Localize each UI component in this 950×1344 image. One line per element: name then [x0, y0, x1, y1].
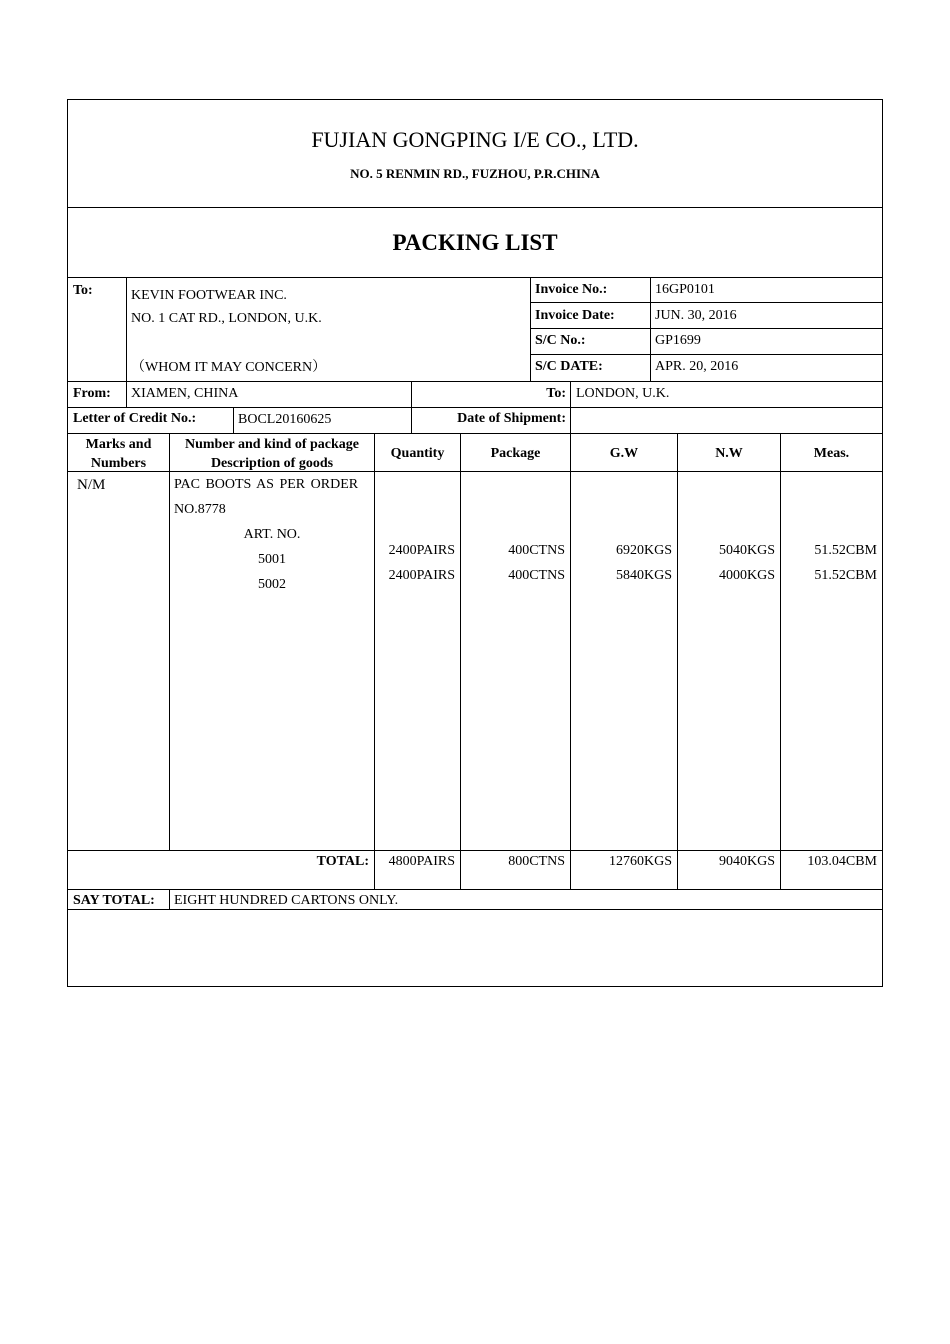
article-no-label: ART. NO. — [243, 527, 301, 542]
sc-no-label: S/C No.: — [535, 333, 586, 348]
row1-measurement: 51.52CBM — [814, 543, 877, 558]
port-of-loading: XIAMEN, CHINA — [131, 386, 239, 401]
divider-header — [67, 277, 883, 278]
header-desc-line1: Number and kind of package — [184, 437, 359, 452]
header-package: Package — [490, 446, 541, 461]
total-label: TOTAL: — [316, 854, 369, 869]
sc-date-label: S/C DATE: — [535, 359, 603, 374]
from-label: From: — [73, 386, 111, 401]
header-marks-line1: Marks and — [85, 437, 152, 452]
total-package: 800CTNS — [508, 854, 565, 869]
invoice-date: JUN. 30, 2016 — [655, 308, 737, 323]
row1-net-weight: 5040KGS — [718, 543, 775, 558]
total-gross-weight: 12760KGS — [608, 854, 672, 869]
shipment-date-label: Date of Shipment: — [457, 411, 566, 426]
header-marks-line2: Numbers — [90, 456, 147, 471]
frame-bottom — [67, 986, 883, 987]
company-name: FUJIAN GONGPING I/E CO., LTD. — [311, 127, 639, 152]
header-measurement: Meas. — [813, 446, 850, 461]
port-of-destination: LONDON, U.K. — [576, 386, 670, 401]
invoice-no: 16GP0101 — [655, 282, 715, 297]
row2-net-weight: 4000KGS — [718, 568, 775, 583]
consignee-note: （WHOM IT MAY CONCERN） — [131, 360, 327, 375]
row1-gross-weight: 6920KGS — [615, 543, 672, 558]
goods-description-line1: PAC BOOTS AS PER ORDER — [174, 477, 359, 492]
consignee-address: NO. 1 CAT RD., LONDON, U.K. — [131, 311, 322, 326]
header-desc-line2: Description of goods — [210, 456, 334, 471]
sc-date: APR. 20, 2016 — [655, 359, 739, 374]
destination-label: To: — [546, 386, 566, 401]
lc-label: Letter of Credit No.: — [73, 411, 197, 426]
goods-description-line2: NO.8778 — [174, 502, 226, 517]
lc-number: BOCL20160625 — [238, 412, 332, 427]
frame-top — [67, 99, 883, 100]
to-label: To: — [73, 283, 93, 298]
header-gross-weight: G.W — [609, 446, 639, 461]
say-total-value: EIGHT HUNDRED CARTONS ONLY. — [174, 893, 399, 908]
article-no-2: 5002 — [258, 577, 286, 592]
divider-title — [67, 207, 883, 208]
document-title: PACKING LIST — [392, 230, 558, 255]
row2-gross-weight: 5840KGS — [615, 568, 672, 583]
header-net-weight: N.W — [715, 446, 743, 461]
row2-quantity: 2400PAIRS — [388, 568, 455, 583]
sc-no: GP1699 — [655, 333, 701, 348]
row2-measurement: 51.52CBM — [814, 568, 877, 583]
invoice-date-label: Invoice Date: — [535, 308, 615, 323]
row2-package: 400CTNS — [508, 568, 565, 583]
say-total-label: SAY TOTAL: — [73, 893, 155, 908]
consignee-name: KEVIN FOOTWEAR INC. — [131, 288, 287, 303]
invoice-no-label: Invoice No.: — [535, 282, 608, 297]
total-quantity: 4800PAIRS — [388, 854, 455, 869]
article-no-1: 5001 — [258, 552, 286, 567]
row1-package: 400CTNS — [508, 543, 565, 558]
header-quantity: Quantity — [390, 446, 445, 461]
total-measurement: 103.04CBM — [807, 854, 877, 869]
total-net-weight: 9040KGS — [718, 854, 775, 869]
company-address: NO. 5 RENMIN RD., FUZHOU, P.R.CHINA — [350, 166, 600, 181]
row1-quantity: 2400PAIRS — [388, 543, 455, 558]
shipping-marks: N/M — [77, 477, 106, 493]
